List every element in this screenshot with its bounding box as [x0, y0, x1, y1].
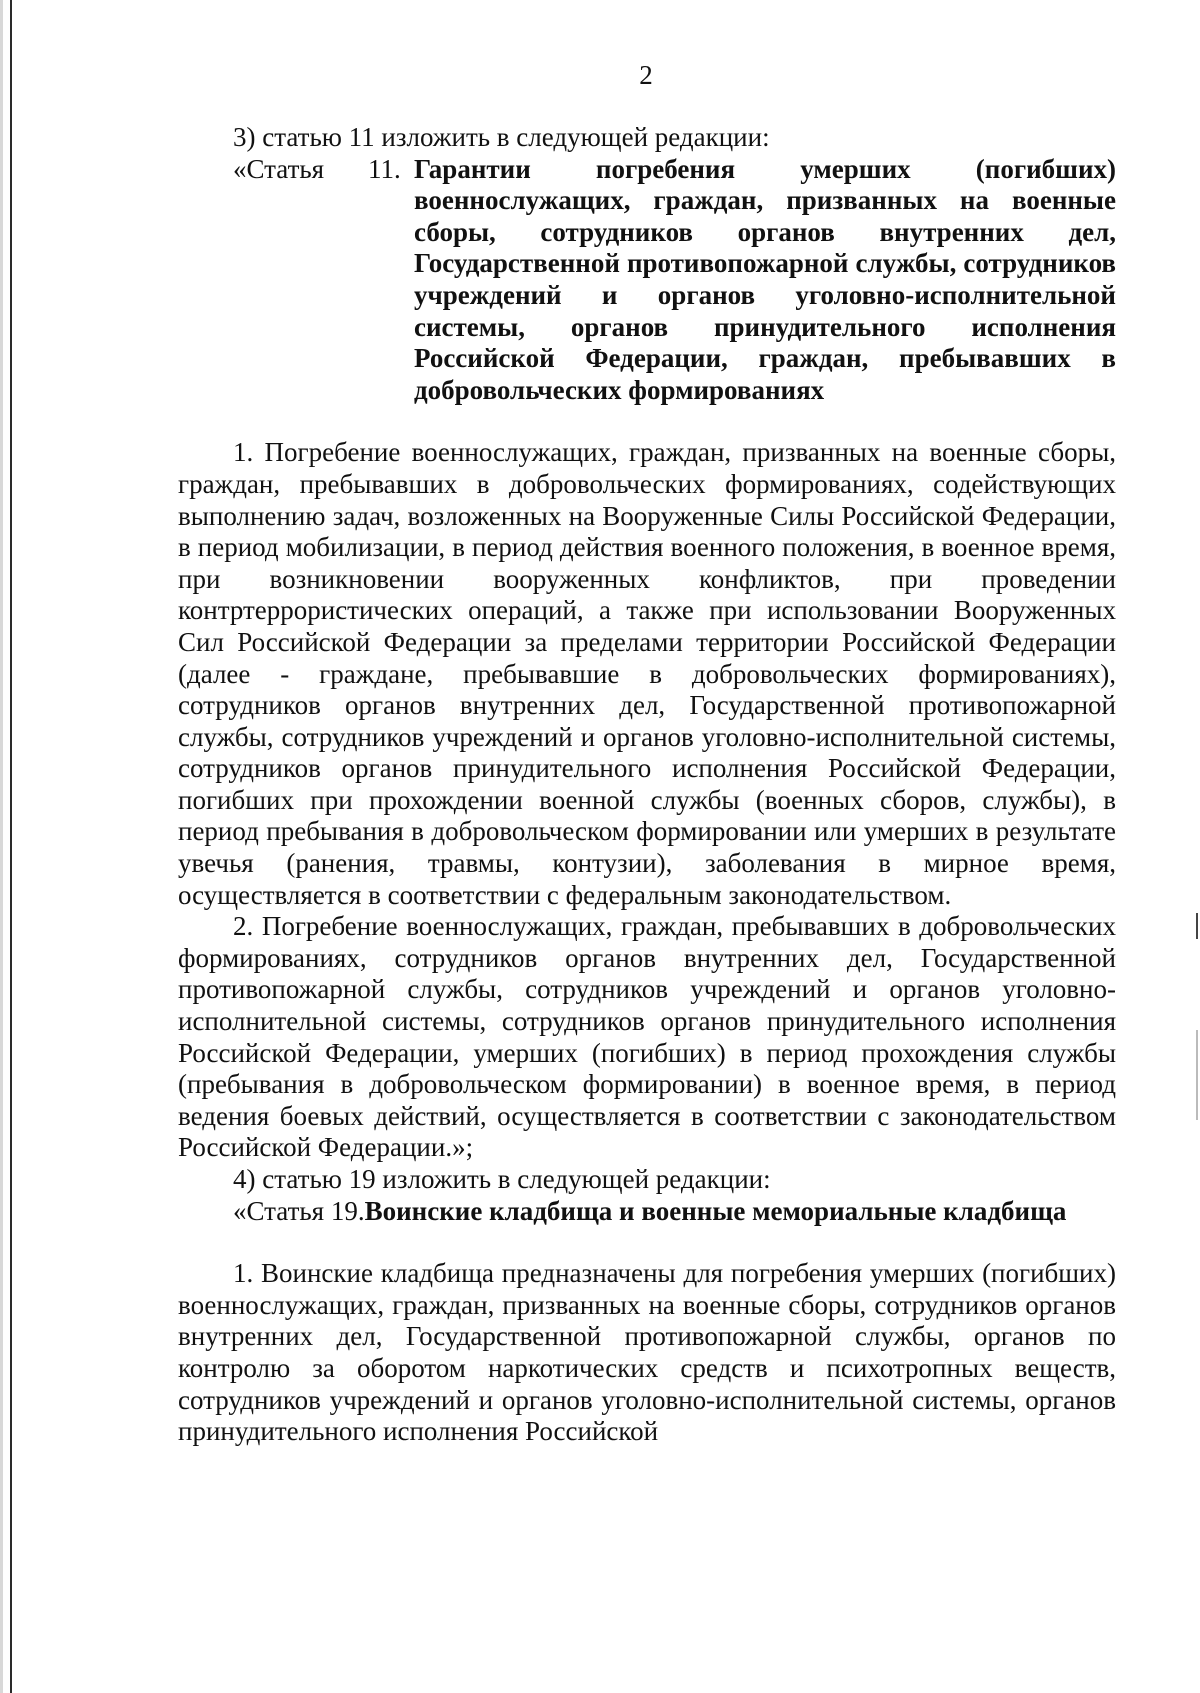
article-11-title: Гарантии погребения умерших (погибших) военнослужащих, граждан, призванных на военные сборы, сотрудников органов внутренних дел, Государственной противопожарной службы, сотрудников учреждений и органов уголовно-исполнительной системы, органов принудительного исполнения Российской Федерации, граждан, пребывавших в добровольческих формированиях [414, 153, 1116, 405]
article-11-lead [178, 153, 401, 407]
article-19-lead: «Статья 19. [233, 1195, 365, 1226]
document-body [178, 122, 1116, 1448]
scan-edge-line [10, 0, 12, 1693]
article-11-paragraph-2: 2. Погребение военнослужащих, граждан, пребывавших в добровольческих формированиях, сотрудников органов внутренних дел, Государственной противопожарной службы, сотрудников учреждений и органов уголовно-исполнительной системы, сотрудников органов принудительного исполнения Российской Федерации, умерших (погибших) в период прохождения службы (пребывания в добровольческом формировании) в военное время, в период ведения боевых действий, осуществляется в соответствии с законодательством Российской Федерации.»; [178, 911, 1116, 1163]
article-19-heading [178, 1196, 1116, 1228]
scan-artifact-mark [1196, 913, 1198, 939]
article-19-title: Воинские кладбища и военные мемориальные кладбища [364, 1195, 1067, 1226]
spacer [178, 1227, 1116, 1258]
article-11-paragraph-1: 1. Погребение военнослужащих, граждан, призванных на военные сборы, граждан, пребывавших в добровольческих формированиях, содействующих выполнению задач, возложенных на Вооруженные Силы Российской Федерации, в период мобилизации, в период действия военного положения, в военное время, при возникновении вооруженных конфликтов, при проведении контртеррористических операций, а также при использовании Вооруженных Сил Российской Федерации за пределами территории Российской Федерации (далее - граждане, пребывавшие в добровольческих формированиях), сотрудников органов внутренних дел, Государственной противопожарной службы, сотрудников учреждений и органов уголовно-исполнительной системы, сотрудников органов принудительного исполнения Российской Федерации, погибших при прохождении военной службы (военных сборов, службы), в период пребывания в добровольческом формировании или умерших в результате увечья (ранения, травмы, контузии), заболевания в мирное время, осуществляется в соответствии с федеральным законодательством. [178, 437, 1116, 910]
article-number: 11. [368, 153, 401, 184]
scan-artifact-mark [1196, 1030, 1198, 1120]
scan-border-left [0, 0, 3, 1693]
item-4-intro: 4) статью 19 изложить в следующей редакции: [233, 1164, 771, 1194]
spacer [178, 406, 1116, 437]
article-11-heading [178, 154, 1116, 407]
article-19-paragraph-1: 1. Воинские кладбища предназначены для погребения умерших (погибших) военнослужащих, граждан, призванных на военные сборы, сотрудников органов внутренних дел, Государственной противопожарной службы, органов по контролю за оборотом наркотических средств и психотропных веществ, сотрудников учреждений и органов уголовно-исполнительной системы, органов принудительного исполнения Российской [178, 1258, 1116, 1447]
page-number: 2 [639, 60, 653, 90]
article-word: «Статья [233, 153, 325, 184]
item-3-intro: 3) статью 11 изложить в следующей редакции: [233, 122, 770, 152]
